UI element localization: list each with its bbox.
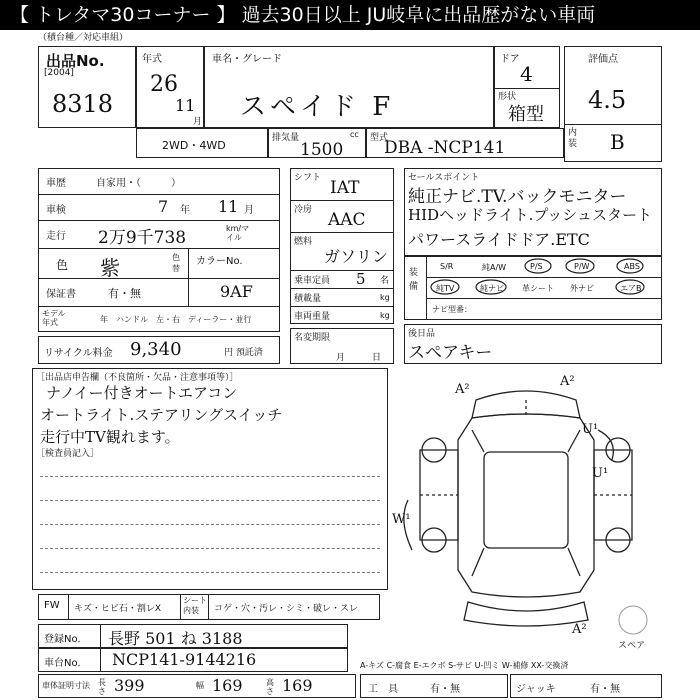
load-label: 積載量	[294, 294, 322, 304]
selling-line3: パワースライドドア.ETC	[408, 230, 590, 249]
mileage-value: 2万9千738	[98, 228, 187, 248]
mark-u1-lower: U¹	[592, 466, 609, 481]
carname-value: スペイド F	[240, 92, 395, 122]
recycle-value: 9,340	[130, 339, 182, 360]
notes-label: ［出品店申告欄（不良箇所・欠品・注意事項等）］	[36, 373, 239, 383]
color-value: 紫	[100, 256, 120, 280]
later-value: スペアキー	[408, 343, 493, 363]
year-value: 26	[150, 72, 178, 97]
drive-label: 2WD・4WD	[162, 139, 226, 152]
circle-ps	[525, 259, 551, 273]
history-label: 車歴	[46, 178, 66, 189]
interior-value: B	[610, 130, 625, 154]
equip-tv: 純TV	[436, 284, 455, 293]
equip-abs: ABS	[624, 262, 640, 271]
u1-mark-line	[598, 430, 613, 460]
mark-a2-front-left: A²	[455, 382, 470, 397]
capacity-value: 5	[356, 270, 366, 288]
recycle-label: リサイクル料金	[44, 348, 113, 359]
circle-abs	[617, 259, 643, 273]
height-label: 高さ	[266, 678, 274, 696]
ac-value: AAC	[328, 210, 366, 230]
later-label: 後日品	[408, 329, 436, 339]
mark-w1: W¹	[392, 512, 411, 527]
equip-circles	[404, 256, 662, 320]
fw-items: キズ・ヒビ石・割レX	[74, 604, 161, 614]
capacity-label: 乗車定員	[294, 276, 331, 286]
chassis-value: NCP141-9144216	[112, 650, 257, 669]
equip-airbag: エアB	[620, 284, 642, 293]
history-value: 自家用・（ ）	[96, 178, 181, 189]
equip-pw: P/W	[574, 262, 590, 271]
equip-aw: 純A/W	[482, 263, 507, 272]
year-label: 年式	[142, 54, 162, 65]
equip-ps: P/S	[530, 262, 543, 271]
seat-items: コゲ・穴・汚レ・シミ・破レ・スレ	[214, 604, 359, 614]
selling-line2: HIDヘッドライト.プッシュスタート	[408, 206, 653, 224]
tools-value: 有・無	[430, 684, 460, 695]
shape-value: 箱型	[508, 104, 544, 125]
selling-label: セールスポイント	[408, 173, 480, 183]
shift-value: IAT	[330, 178, 360, 198]
jack-label: ジャッキ	[516, 684, 556, 695]
shape-label: 形状	[498, 92, 517, 102]
ac-label: 冷房	[294, 205, 313, 215]
inspection-month-unit: 月	[244, 205, 254, 216]
carname-label: 車名・グレード	[212, 54, 282, 65]
mileage-label: 走行	[46, 231, 66, 242]
top-note: （積台種／対応車組）	[38, 33, 129, 43]
fuel-value: ガソリン	[324, 247, 389, 266]
displacement-label: 排気量	[272, 133, 300, 143]
displacement-unit: cc	[350, 130, 359, 139]
color-sub: 色替	[172, 253, 180, 273]
mark-u1-upper: U¹	[582, 422, 599, 437]
mark-a2-rear: A²	[572, 622, 587, 637]
navi-label: ナビ型番：	[432, 305, 472, 314]
selling-line1: 純正ナビ.TV.バックモニター	[408, 187, 627, 207]
lot-label: 出品No.	[46, 52, 105, 70]
jack-value: 有・無	[590, 684, 620, 695]
colorno-label: カラーNo.	[196, 256, 243, 267]
load-unit: kg	[380, 293, 390, 302]
spare-label: スペア	[618, 641, 646, 651]
displacement-value: 1500	[300, 140, 344, 160]
score-value: 4.5	[588, 86, 627, 114]
model-year-items: 年 ハンドル 左・右 ディーラー・並行	[100, 315, 252, 324]
warranty-value: 有・無	[108, 287, 141, 300]
change-label: 名変期限	[294, 333, 331, 343]
circle-navi	[476, 280, 506, 294]
height-value: 169	[282, 676, 313, 695]
spare-circle	[619, 606, 647, 634]
equip-sr: S/R	[440, 262, 454, 271]
weight-unit: kg	[380, 311, 390, 320]
roof-outline	[484, 452, 568, 548]
warranty-label: 保証書	[46, 289, 76, 300]
reg-label: 登録No.	[44, 634, 81, 645]
reg-value: 長野 501 ね 3188	[108, 629, 243, 648]
equip-navi: 純ナビ	[480, 284, 504, 293]
legend: A-キズ C-腐食 E-エクボ S-サビ U-凹ミ W-補修 XX-交換済	[360, 661, 569, 670]
car-diagram	[388, 370, 668, 650]
weight-label: 車両重量	[294, 312, 331, 322]
capacity-unit: 名	[380, 276, 390, 286]
fuel-label: 燃料	[294, 237, 313, 247]
notes-line2: オートライト.ステアリングスイッチ	[40, 406, 283, 424]
shift-label: シフト	[294, 173, 322, 183]
inspector-label: ［検査員記入］	[36, 449, 100, 459]
length-value: 399	[114, 676, 145, 695]
inspection-year: 7	[158, 197, 169, 216]
recycle-unit: 円 預託済	[224, 348, 263, 358]
mark-a2-front-right: A²	[560, 374, 575, 389]
model-label: 型式	[370, 133, 389, 143]
equip-extnavi: 外ナビ	[570, 284, 594, 293]
door-label: ドア	[500, 54, 520, 65]
length-label: 長さ	[98, 678, 106, 696]
circle-airbag	[616, 280, 644, 294]
equip-label: 装備	[409, 268, 419, 292]
interior-label: 内装	[568, 128, 578, 149]
model-value: DBA -NCP141	[384, 138, 506, 158]
size-label: 車体証明寸法	[42, 681, 90, 690]
change-unit: 月 日	[336, 353, 382, 363]
notes-line3: 走行中TV観れます。	[40, 428, 180, 446]
inspection-year-unit: 年	[180, 205, 190, 216]
banner: 【 トレタマ30コーナー 】 過去30日以上 JU岐阜に出品歴がない車両	[0, 0, 700, 30]
circle-pw	[566, 259, 594, 273]
lot-sub: [2004]	[44, 68, 74, 78]
notes-line1: ナノイー付きオートエアコン	[46, 384, 238, 402]
score-label: 評価点	[588, 54, 618, 65]
width-label: 幅	[196, 681, 204, 690]
equip-leather: 革シート	[522, 284, 554, 293]
inspection-month: 11	[218, 197, 239, 216]
lot-number: 8318	[52, 90, 114, 118]
mileage-unit: km/マイル	[226, 224, 250, 242]
left-panel	[38, 168, 280, 332]
month-unit: 月	[193, 117, 203, 127]
width-value: 169	[212, 676, 243, 695]
chassis-label: 車台No.	[44, 658, 81, 669]
door-value: 4	[520, 62, 533, 86]
fw-label: FW	[44, 600, 60, 611]
color-label: 色	[56, 258, 69, 272]
colorno-value: 9AF	[220, 282, 253, 301]
rear-outline	[464, 602, 588, 626]
seat-label: シート内装	[183, 596, 207, 615]
model-year-label: モデル年式	[42, 309, 66, 327]
inspection-label: 車検	[46, 205, 66, 216]
month-value: 11	[175, 96, 196, 115]
circle-tv	[431, 280, 459, 294]
tools-label: 工 具	[368, 684, 398, 695]
